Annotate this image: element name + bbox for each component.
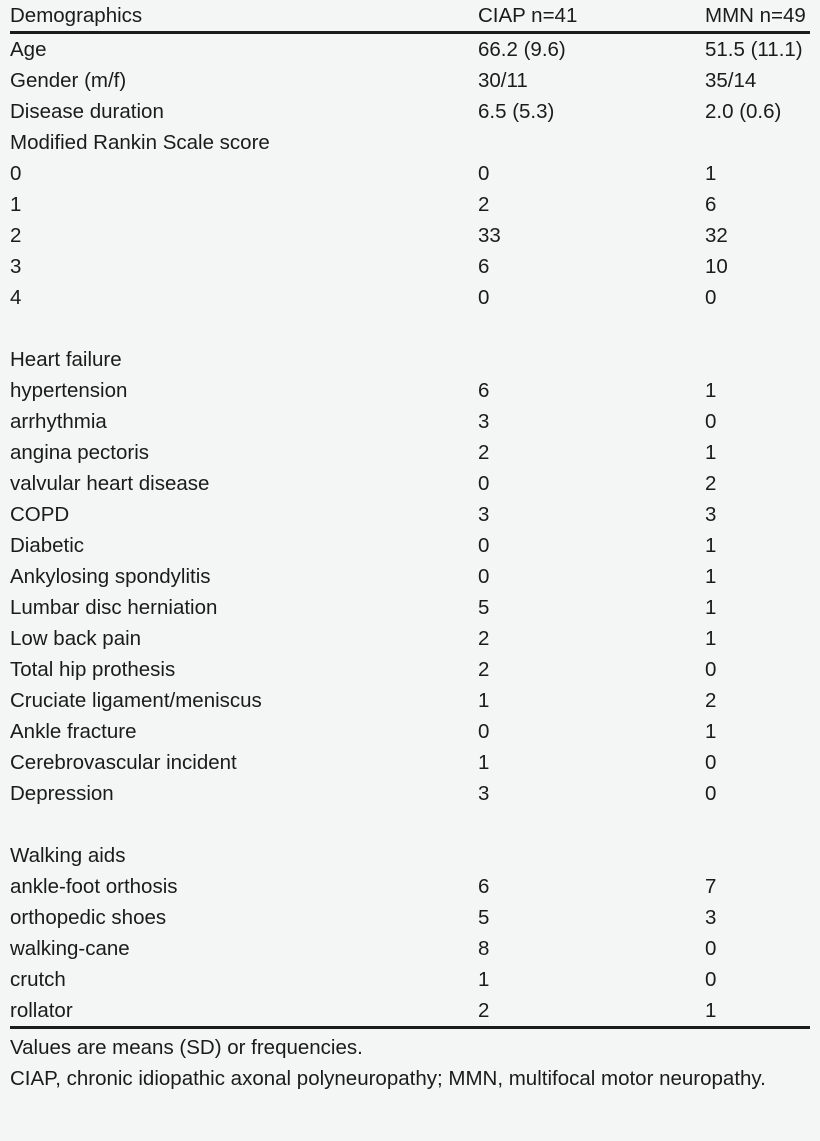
row-value-mmn: 2.0 (0.6): [705, 100, 782, 123]
row-label: [10, 809, 478, 840]
table-row: [10, 840, 810, 871]
row-value-mmn: 0: [705, 658, 717, 681]
row-value-mmn: 1: [705, 379, 717, 402]
row-value-mmn: 2: [705, 689, 717, 712]
row-value-mmn: 2: [705, 472, 717, 495]
row-value-ciap: 2: [478, 658, 490, 681]
row-value-mmn: [705, 809, 810, 840]
row-label: Total hip prothesis: [10, 658, 176, 681]
row-value-mmn: 1: [705, 720, 717, 743]
row-value-ciap: [478, 809, 705, 840]
row-label: rollator: [10, 999, 73, 1022]
table-row: [10, 375, 810, 406]
table-row: [10, 96, 810, 127]
row-value-mmn: 0: [705, 286, 717, 309]
row-value-ciap: [478, 344, 705, 375]
row-label: walking-cane: [10, 937, 130, 960]
row-value-ciap: [478, 127, 705, 158]
table-row: [10, 995, 810, 1028]
row-value-ciap: 1: [478, 751, 490, 774]
demographics-table: [10, 0, 810, 1029]
row-label: Cerebrovascular incident: [10, 751, 237, 774]
row-group-label: Walking aids: [10, 844, 126, 867]
row-label: ankle-foot orthosis: [10, 875, 178, 898]
row-value-mmn: 51.5 (11.1): [705, 38, 803, 61]
table-row: [10, 623, 810, 654]
row-label: 2: [10, 224, 22, 247]
row-value-mmn: [705, 840, 810, 871]
table-row: [10, 778, 810, 809]
row-value-ciap: [478, 313, 705, 344]
table-row: [10, 716, 810, 747]
row-value-ciap: 2: [478, 441, 490, 464]
table-row: [10, 747, 810, 778]
table-row: [10, 158, 810, 189]
row-value-mmn: 1: [705, 565, 717, 588]
row-label: Ankylosing spondylitis: [10, 565, 211, 588]
row-value-ciap: 6: [478, 875, 490, 898]
row-value-ciap: 2: [478, 627, 490, 650]
row-value-mmn: [705, 344, 810, 375]
row-label: Age: [10, 38, 47, 61]
table-row: [10, 127, 810, 158]
row-label: arrhythmia: [10, 410, 107, 433]
table-row: [10, 561, 810, 592]
row-label: Depression: [10, 782, 114, 805]
row-label: angina pectoris: [10, 441, 150, 464]
table-row: [10, 189, 810, 220]
row-value-ciap: 6: [478, 379, 490, 402]
row-value-ciap: 0: [478, 162, 490, 185]
table-row: [10, 65, 810, 96]
row-label: Low back pain: [10, 627, 142, 650]
table-row: [10, 220, 810, 251]
row-label: hypertension: [10, 379, 128, 402]
table-row: [10, 344, 810, 375]
row-value-ciap: 3: [478, 410, 490, 433]
row-label: Ankle fracture: [10, 720, 137, 743]
row-value-mmn: [705, 313, 810, 344]
row-value-ciap: 1: [478, 689, 490, 712]
row-value-mmn: 1: [705, 596, 717, 619]
row-label: 3: [10, 255, 22, 278]
row-value-mmn: 7: [705, 875, 717, 898]
row-value-ciap: 5: [478, 906, 490, 929]
table-footnotes: [10, 1029, 810, 1094]
row-value-mmn: 32: [705, 224, 728, 247]
column-header-mmn: MMN n=49: [705, 4, 806, 27]
row-value-mmn: 1: [705, 999, 717, 1022]
row-label: crutch: [10, 968, 66, 991]
row-label: Gender (m/f): [10, 69, 127, 92]
table-row: [10, 530, 810, 561]
row-label: 1: [10, 193, 22, 216]
table-row: [10, 282, 810, 313]
column-header-ciap: CIAP n=41: [478, 4, 578, 27]
table-body: [10, 33, 810, 1028]
row-value-mmn: 1: [705, 441, 717, 464]
row-value-ciap: 3: [478, 503, 490, 526]
table-row: [10, 902, 810, 933]
row-value-mmn: 3: [705, 906, 717, 929]
row-value-ciap: 6.5 (5.3): [478, 100, 555, 123]
table-row: [10, 592, 810, 623]
row-label: COPD: [10, 503, 70, 526]
footnote-line: Values are means (SD) or frequencies.: [10, 1036, 363, 1059]
row-value-mmn: 1: [705, 534, 717, 557]
row-value-ciap: 6: [478, 255, 490, 278]
table-header-row: [10, 0, 810, 33]
row-value-ciap: 0: [478, 720, 490, 743]
row-value-ciap: 0: [478, 472, 490, 495]
row-value-ciap: 2: [478, 193, 490, 216]
row-value-ciap: 30/11: [478, 69, 528, 92]
row-value-ciap: 5: [478, 596, 490, 619]
row-value-ciap: 8: [478, 937, 490, 960]
row-value-mmn: 0: [705, 410, 717, 433]
row-value-ciap: 33: [478, 224, 501, 247]
row-value-ciap: 3: [478, 782, 490, 805]
row-label: 4: [10, 286, 22, 309]
footnote-line: CIAP, chronic idiopathic axonal polyneuropathy; MMN, multifocal motor neuropathy.: [10, 1067, 766, 1090]
row-value-mmn: 0: [705, 782, 717, 805]
table-row: [10, 933, 810, 964]
table-row: [10, 964, 810, 995]
row-label: Diabetic: [10, 534, 85, 557]
row-value-mmn: 1: [705, 627, 717, 650]
row-value-ciap: 2: [478, 999, 490, 1022]
row-label: Lumbar disc herniation: [10, 596, 218, 619]
row-value-ciap: [478, 840, 705, 871]
table-row: [10, 654, 810, 685]
table-row: [10, 406, 810, 437]
row-label: 0: [10, 162, 22, 185]
row-value-ciap: 0: [478, 534, 490, 557]
table-row: [10, 499, 810, 530]
row-value-mmn: 0: [705, 968, 717, 991]
row-value-mmn: 0: [705, 751, 717, 774]
row-value-ciap: 1: [478, 968, 490, 991]
row-value-mmn: 6: [705, 193, 717, 216]
table-spacer-row: [10, 809, 810, 840]
row-label: [10, 313, 478, 344]
row-group-label: Heart failure: [10, 348, 122, 371]
row-label: Cruciate ligament/meniscus: [10, 689, 262, 712]
table-row: [10, 437, 810, 468]
table-spacer-row: [10, 313, 810, 344]
table-row: [10, 33, 810, 66]
row-value-ciap: 0: [478, 565, 490, 588]
row-value-mmn: 0: [705, 937, 717, 960]
row-value-ciap: 66.2 (9.6): [478, 38, 566, 61]
table-header: [10, 0, 810, 33]
row-value-mmn: 35/14: [705, 69, 757, 92]
table-row: [10, 871, 810, 902]
row-value-ciap: 0: [478, 286, 490, 309]
row-value-mmn: 10: [705, 255, 728, 278]
table-row: [10, 468, 810, 499]
row-label: valvular heart disease: [10, 472, 210, 495]
row-value-mmn: [705, 127, 810, 158]
table-row: [10, 685, 810, 716]
row-label: orthopedic shoes: [10, 906, 167, 929]
column-header-demographics: Demographics: [10, 4, 143, 27]
row-value-mmn: 1: [705, 162, 717, 185]
row-group-label: Modified Rankin Scale score: [10, 131, 270, 154]
row-label: Disease duration: [10, 100, 164, 123]
table-row: [10, 251, 810, 282]
row-value-mmn: 3: [705, 503, 717, 526]
